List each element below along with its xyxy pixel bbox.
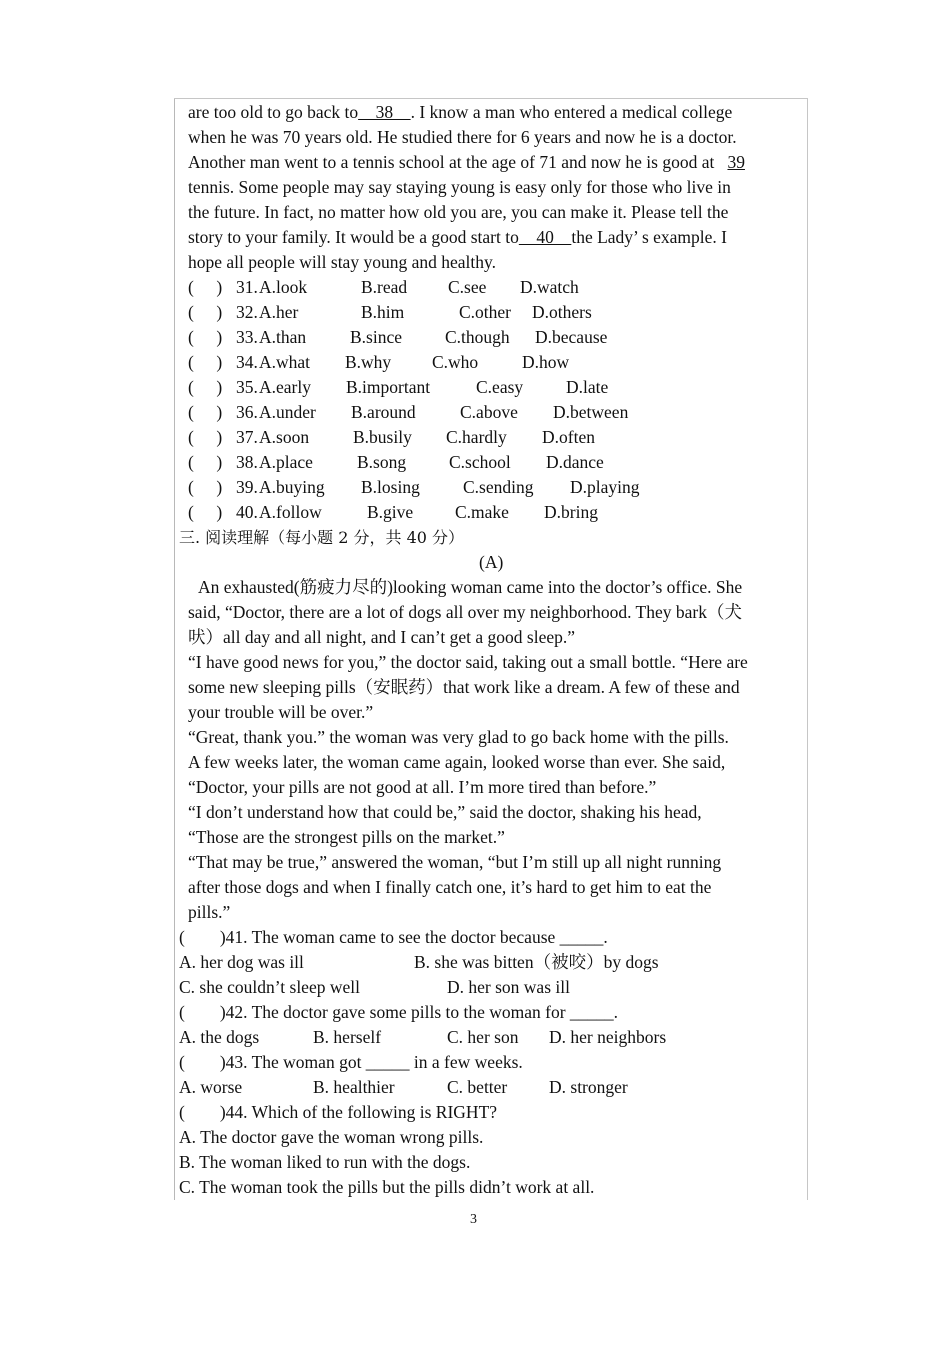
option-b: B.important <box>346 377 431 397</box>
passage-line: Another man went to a tennis school at the age of 71 and now he is good at 39 <box>188 152 745 172</box>
question-number: 36. <box>236 402 258 422</box>
option-d: D.watch <box>520 277 579 297</box>
option-43c: C. better <box>447 1077 508 1097</box>
option-c: C.other <box>459 302 512 322</box>
option-c: C.school <box>449 452 511 472</box>
option-c: C.easy <box>476 377 524 397</box>
passage-line: hope all people will stay young and healthy. <box>188 252 496 272</box>
option-41d: D. her son was ill <box>447 977 570 997</box>
option-d: D.often <box>542 427 595 447</box>
option-c: C.sending <box>463 477 534 497</box>
question-number: 33. <box>236 327 258 347</box>
option-43a: A. worse <box>179 1077 243 1097</box>
option-a: A.early <box>259 377 311 397</box>
option-d: D.how <box>522 352 570 372</box>
question-number: 38. <box>236 452 258 472</box>
question-number: 39. <box>236 477 258 497</box>
option-a: A.under <box>259 402 316 422</box>
option-d: D.others <box>532 302 592 322</box>
answer-bracket: ( ) <box>188 277 224 297</box>
question-number: 40. <box>236 502 258 522</box>
answer-bracket: ( ) <box>188 452 224 472</box>
passage-line: when he was 70 years old. He studied there for 6 years and now he is a doctor. <box>188 127 737 147</box>
answer-bracket: ( ) <box>188 402 224 422</box>
blank-38: 38 <box>358 102 411 122</box>
question-number: 37. <box>236 427 258 447</box>
blank-40: 40 <box>518 227 572 247</box>
question-number: 34. <box>236 352 258 372</box>
frame-top-border <box>174 98 808 99</box>
option-b: B.losing <box>361 477 420 497</box>
option-41b: B. she was bitten（被咬）by dogs <box>414 952 659 972</box>
question-number: 32. <box>236 302 258 322</box>
option-42b: B. herself <box>313 1027 382 1047</box>
answer-bracket: ( ) <box>188 502 224 522</box>
option-d: D.because <box>535 327 608 347</box>
story-line: after those dogs and when I finally catch one, it’s hard to get him to eat the <box>188 877 712 897</box>
option-c: C.though <box>445 327 510 347</box>
answer-bracket: ( ) <box>188 477 224 497</box>
option-a: A.buying <box>259 477 325 497</box>
option-a: A.place <box>259 452 313 472</box>
option-d: D.dance <box>546 452 604 472</box>
question-44: ( )44. Which of the following is RIGHT? <box>179 1102 498 1122</box>
option-c: C.above <box>460 402 518 422</box>
answer-bracket: ( ) <box>188 352 224 372</box>
question-42: ( )42. The doctor gave some pills to the woman for _____. <box>179 1002 619 1022</box>
option-d: D.late <box>566 377 609 397</box>
story-line: 吠）all day and all night, and I can’t get a good sleep.” <box>188 627 575 647</box>
option-b: B.around <box>351 402 416 422</box>
passage-label: (A) <box>479 552 504 572</box>
story-line: “I don’t understand how that could be,” said the doctor, shaking his head, <box>188 802 702 822</box>
passage-line: the future. In fact, no matter how old you are, you can make it. Please tell the <box>188 202 729 222</box>
option-44c: C. The woman took the pills but the pills didn’t work at all. <box>179 1177 595 1197</box>
option-42d: D. her neighbors <box>549 1027 667 1047</box>
option-c: C.make <box>455 502 509 522</box>
question-number: 35. <box>236 377 258 397</box>
answer-bracket: ( ) <box>188 377 224 397</box>
option-42c: C. her son <box>447 1027 519 1047</box>
option-a: A.her <box>259 302 299 322</box>
story-line: An exhausted(筋疲力尽的)looking woman came into the doctor’s office. She <box>198 577 743 597</box>
story-line: “I have good news for you,” the doctor said, taking out a small bottle. “Here are <box>188 652 748 672</box>
option-41a: A. her dog was ill <box>179 952 304 972</box>
question-number: 31. <box>236 277 258 297</box>
question-43: ( )43. The woman got _____ in a few weeks. <box>179 1052 523 1072</box>
answer-bracket: ( ) <box>188 302 224 322</box>
option-42a: A. the dogs <box>179 1027 260 1047</box>
option-a: A.than <box>259 327 307 347</box>
answer-bracket: ( ) <box>188 427 224 447</box>
option-a: A.what <box>259 352 311 372</box>
option-a: A.follow <box>259 502 322 522</box>
option-a: A.soon <box>259 427 310 447</box>
passage-line: story to your family. It would be a good start to 40 the Lady’ s example. I <box>188 227 727 247</box>
option-43b: B. healthier <box>313 1077 395 1097</box>
option-43d: D. stronger <box>549 1077 628 1097</box>
option-d: D.bring <box>544 502 598 522</box>
option-c: C.hardly <box>446 427 507 447</box>
option-b: B.give <box>367 502 414 522</box>
story-line: “That may be true,” answered the woman, “but I’m still up all night running <box>188 852 722 872</box>
passage-line: tennis. Some people may say staying young is easy only for those who live in <box>188 177 731 197</box>
section-heading: 三. 阅读理解（每小题 2 分，共 40 分） <box>179 528 465 547</box>
story-line: some new sleeping pills（安眠药）that work like a dream. A few of these and <box>188 677 740 697</box>
answer-bracket: ( ) <box>188 327 224 347</box>
blank-39: 39 <box>727 152 745 172</box>
story-line: “Those are the strongest pills on the market.” <box>188 827 505 847</box>
option-44a: A. The doctor gave the woman wrong pills. <box>179 1127 484 1147</box>
option-b: B.song <box>357 452 407 472</box>
story-line: “Great, thank you.” the woman was very glad to go back home with the pills. <box>188 727 729 747</box>
story-line: said, “Doctor, there are a lot of dogs all over my neighborhood. They bark（犬 <box>188 602 742 622</box>
option-c: C.see <box>448 277 487 297</box>
option-b: B.read <box>361 277 408 297</box>
question-41: ( )41. The woman came to see the doctor because _____. <box>179 927 608 947</box>
option-44b: B. The woman liked to run with the dogs. <box>179 1152 471 1172</box>
option-b: B.busily <box>353 427 412 447</box>
option-b: B.him <box>361 302 405 322</box>
story-line: pills.” <box>188 902 231 922</box>
option-b: B.why <box>345 352 392 372</box>
option-a: A.look <box>259 277 308 297</box>
frame-right-border <box>807 98 808 1200</box>
option-b: B.since <box>350 327 403 347</box>
option-c: C.who <box>432 352 479 372</box>
story-line: A few weeks later, the woman came again, looked worse than ever. She said, <box>188 752 726 772</box>
story-line: “Doctor, your pills are not good at all. I’m more tired than before.” <box>188 777 657 797</box>
frame-left-border <box>174 98 175 1200</box>
option-d: D.between <box>553 402 629 422</box>
option-41c: C. she couldn’t sleep well <box>179 977 360 997</box>
passage-line: are too old to go back to 38 . I know a man who entered a medical college <box>188 102 733 122</box>
page-number: 3 <box>470 1212 477 1227</box>
option-d: D.playing <box>570 477 640 497</box>
story-line: your trouble will be over.” <box>188 702 374 722</box>
